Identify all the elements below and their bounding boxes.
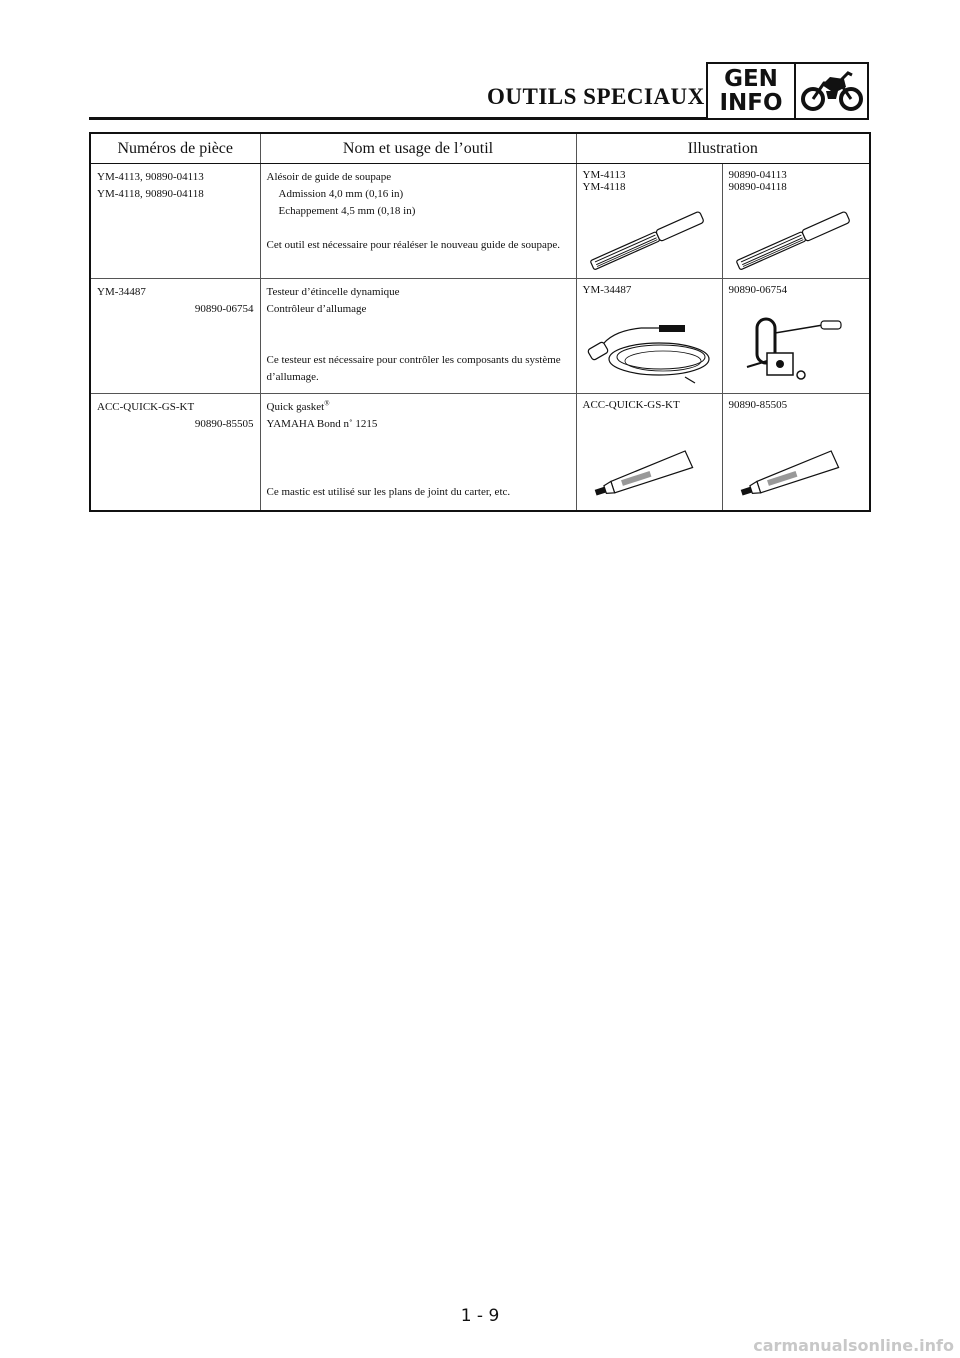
- illustration-label: YM-4113: [582, 169, 626, 181]
- tool-usage: Ce mastic est utilisé sur les plans de joint du carter, etc.: [266, 486, 511, 498]
- col-header-tool-name-usage: Nom et usage de l’outil: [260, 133, 576, 164]
- tool-usage: Cet outil est nécessaire pour réaléser le nouveau guide de soupape.: [266, 239, 561, 251]
- part-numbers-cell: [90, 164, 260, 279]
- tool-spec: Echappement 4,5 mm (0,18 in): [278, 205, 416, 217]
- table-row: [90, 164, 870, 279]
- illustration-label: 90890-85505: [728, 399, 788, 411]
- table-row: [90, 394, 870, 512]
- tool-description-cell: [260, 164, 576, 279]
- illustration-cell: [576, 164, 722, 279]
- page-number: 1 - 9: [460, 1306, 500, 1326]
- ignition-tester-icon: [727, 311, 859, 389]
- tool-name: Alésoir de guide de soupape: [266, 171, 392, 183]
- col-header-illustration: Illustration: [576, 133, 870, 164]
- illustration-label: ACC-QUICK-GS-KT: [582, 399, 680, 411]
- part-number: 90890-06754: [194, 303, 254, 315]
- section-badge: [706, 62, 869, 120]
- valve-guide-reamer-icon: [581, 208, 713, 274]
- illustration-label: 90890-04118: [728, 181, 787, 193]
- tool-name: Testeur d’étincelle dynamique: [266, 286, 400, 298]
- tool-spec: Admission 4,0 mm (0,16 in): [278, 188, 404, 200]
- badge-text: [708, 64, 796, 118]
- sealant-tube-icon: [581, 446, 713, 506]
- tool-description-cell: [260, 394, 576, 512]
- tool-spec: Contrôleur d’allumage: [266, 303, 367, 315]
- registered-mark: ®: [324, 399, 330, 408]
- sealant-tube-icon: [727, 446, 859, 506]
- motorcycle-icon: [800, 69, 864, 113]
- illustration-cell: [722, 279, 870, 394]
- special-tools-table: [89, 132, 871, 512]
- part-number: YM-4113, 90890-04113: [97, 171, 204, 183]
- illustration-label: 90890-04113: [728, 169, 787, 181]
- illustration-label: YM-4118: [582, 181, 626, 193]
- illustration-cell: [722, 394, 870, 512]
- part-number: 90890-85505: [194, 418, 254, 430]
- illustration-cell: [722, 164, 870, 279]
- table-header-row: [90, 133, 870, 164]
- part-number: ACC-QUICK-GS-KT: [97, 401, 195, 413]
- badge-line2: INFO: [719, 90, 783, 116]
- illustration-label: 90890-06754: [728, 284, 788, 296]
- illustration-label: YM-34487: [582, 284, 632, 296]
- tool-description-cell: [260, 279, 576, 394]
- valve-guide-reamer-icon: [727, 208, 859, 274]
- tool-name: Quick gasket®: [266, 399, 330, 413]
- page-title: OUTILS SPECIAUX: [487, 84, 705, 109]
- ignition-tester-icon: [581, 311, 713, 389]
- part-number: YM-34487: [97, 286, 146, 298]
- table-row: [90, 279, 870, 394]
- part-numbers-cell: [90, 279, 260, 394]
- part-number: YM-4118, 90890-04118: [97, 188, 204, 200]
- tool-spec: YAMAHA Bond n˚ 1215: [266, 418, 378, 430]
- illustration-cell: [576, 394, 722, 512]
- part-numbers-cell: [90, 394, 260, 512]
- tool-usage: Ce testeur est nécessaire pour contrôler les composants du système d’allumage.: [266, 354, 561, 383]
- col-header-part-numbers: Numéros de pièce: [90, 133, 260, 164]
- illustration-cell: [576, 279, 722, 394]
- watermark: carmanualsonline.info: [753, 1336, 954, 1355]
- badge-line1: GEN: [724, 66, 778, 92]
- title-rule: [89, 117, 709, 120]
